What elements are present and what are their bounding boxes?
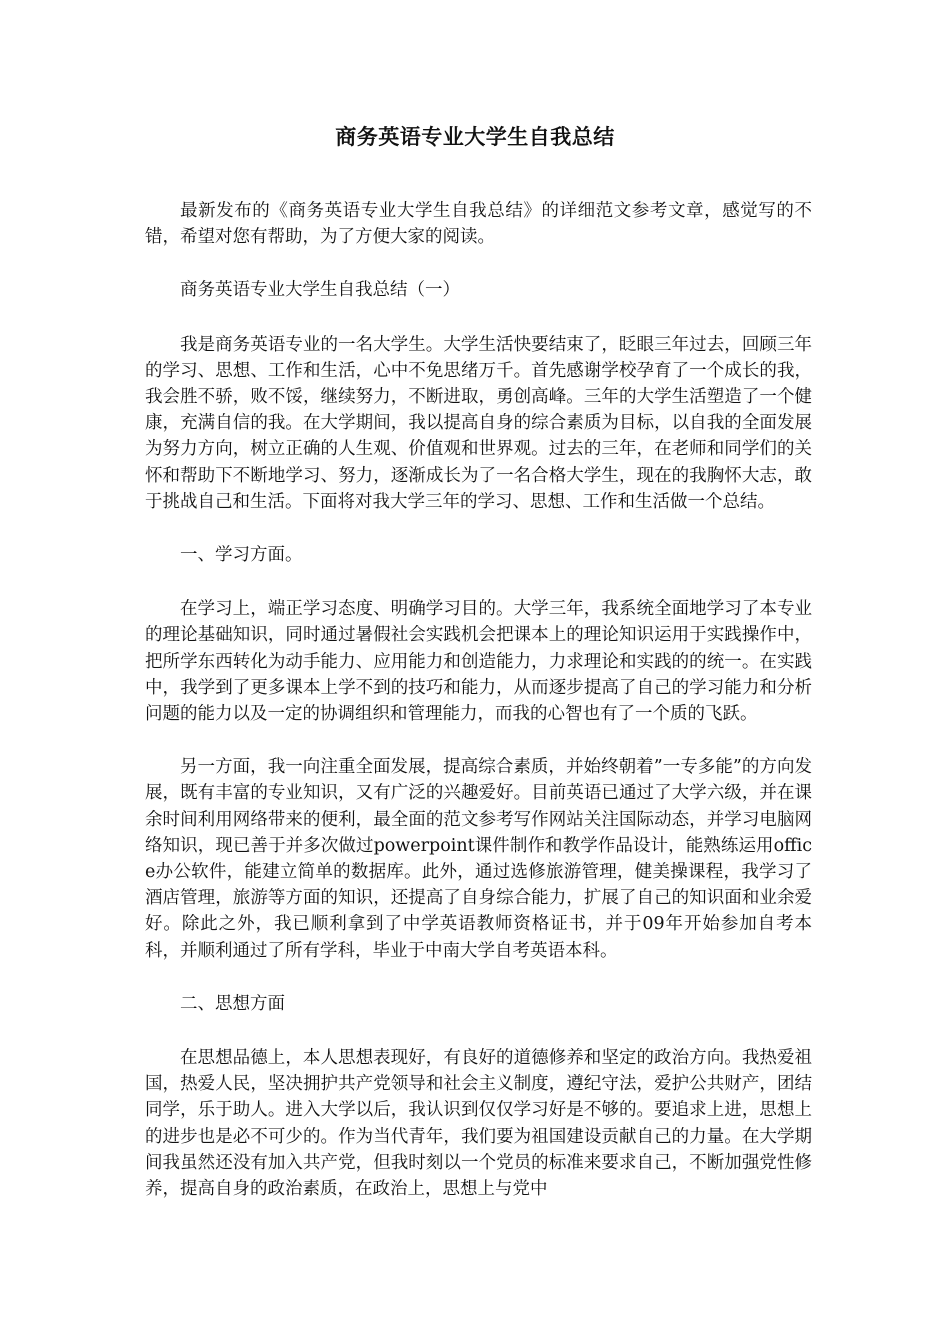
section-heading-study: 一、学习方面。: [180, 545, 303, 566]
section-heading-part-one: 商务英语专业大学生自我总结（一）: [180, 280, 460, 301]
document-title: 商务英语专业大学生自我总结: [335, 124, 615, 149]
body-paragraph-development: 另一方面，我一向注重全面发展，提高综合素质，并始终朝着”一专多能”的方向发展，既有丰富的专业知识，又有广泛的兴趣爱好。目前英语已通过了大学六级，并在课余时间利用网络带来的便利，最全面的范文参考写作网站关注国际动态，并学习电脑网络知识，现已善于并多次做过powerpoint课件制作和教学作品设计，能熟练运用office办公软件，能建立简单的数据库。此外，通过选修旅游管理，健美操课程，我学习了酒店管理，旅游等方面的知识，还提高了自身综合能力，扩展了自己的知识面和业余爱好。除此之外，我已顺利拿到了中学英语教师资格证书，并于09年开始参加自考本科，并顺利通过了所有学科，毕业于中南大学自考英语本科。: [145, 757, 812, 961]
section-heading-thought: 二、思想方面: [180, 993, 285, 1014]
document-body: [145, 198, 812, 1229]
body-paragraph-overview: 我是商务英语专业的一名大学生。大学生活快要结束了，眨眼三年过去，回顾三年的学习、思想、工作和生活，心中不免思绪万千。首先感谢学校孕育了一个成长的我，我会胜不骄，败不馁，继续努力，不断进取，勇创高峰。三年的大学生活塑造了一个健康，充满自信的我。在大学期间，我以提高自身的综合素质为目标，以自我的全面发展为努力方向，树立正确的人生观、价值观和世界观。过去的三年，在老师和同学们的关怀和帮助下不断地学习、努力，逐渐成长为了一名合格大学生，现在的我胸怀大志，敢于挑战自己和生活。下面将对我大学三年的学习、思想、工作和生活做一个总结。: [145, 334, 812, 512]
intro-paragraph: 最新发布的《商务英语专业大学生自我总结》的详细范文参考文章，感觉写的不错，希望对您有帮助，为了方便大家的阅读。: [145, 201, 812, 248]
body-paragraph-study: 在学习上，端正学习态度、明确学习目的。大学三年，我系统全面地学习了本专业的理论基础知识，同时通过暑假社会实践机会把课本上的理论知识运用于实践操作中，把所学东西转化为动手能力、应用能力和创造能力，力求理论和实践的的统一。在实践中，我学到了更多课本上学不到的技巧和能力，从而逐步提高了自己的学习能力和分析问题的能力以及一定的协调组织和管理能力，而我的心智也有了一个质的飞跃。: [145, 599, 812, 725]
body-paragraph-thought: 在思想品德上，本人思想表现好，有良好的道德修养和坚定的政治方向。我热爱祖国，热爱人民，坚决拥护共产党领导和社会主义制度，遵纪守法，爱护公共财产，团结同学，乐于助人。进入大学以后，我认识到仅仅学习好是不够的。要追求上进，思想上的进步也是必不可少的。作为当代青年，我们要为祖国建设贡献自己的力量。在大学期间我虽然还没有加入共产党，但我时刻以一个党员的标准来要求自己，不断加强党性修养，提高自身的政治素质，在政治上，思想上与党中: [145, 1048, 812, 1200]
